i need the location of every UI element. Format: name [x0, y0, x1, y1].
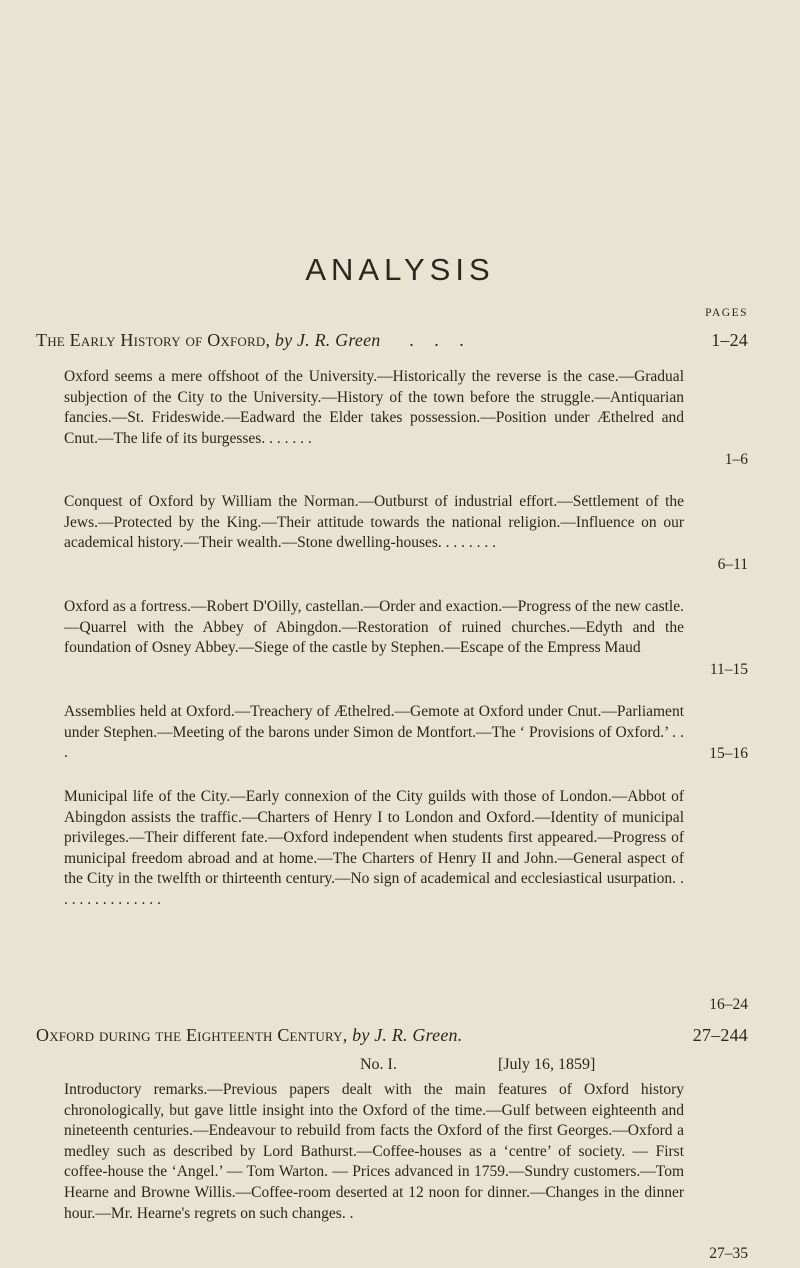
- paragraph-page-range: 6–11: [717, 556, 748, 573]
- analysis-paragraph: Assemblies held at Oxford.—Treachery of Æthelred.—Gemote at Oxford under Cnut.—Parliament under Stephen.—Meeting of the barons under Simon de Montfort.—The ‘ Provisions of Oxford.’ . . .: [64, 703, 684, 762]
- analysis-paragraph: Introductory remarks.—Previous papers dealt with the main features of Oxford history chronologically, but gave little insight into the Oxford of the time.—Gulf between eighteenth and nineteenth centuries.—Endeavour to rebuild from facts the Oxford of the first Georges.—Oxford a medley such as described by Lord Bathurst.—Coffee-houses as a ‘centre’ of society. — First coffee-house the ‘Angel.’ — Tom Warton. — Prices advanced in 1759.—Sundry customers.—Tom Hearne and Browne Willis.—Coffee-room deserted at 12 noon for dinner.—Changes in the dinner hour.—Mr. Hearne's regrets on such changes. .: [64, 1081, 684, 1222]
- issue-date: [July 16, 1859]: [498, 1056, 596, 1073]
- analysis-paragraph: Municipal life of the City.—Early connexion of the City guilds with those of London.—Abbot of Abingdon assists the traffic.—Charters of Henry I to London and Oxford.—Identity of municipal privileges.—Their different fate.—Oxford independent when students first appeared.—Progress of municipal freedom abroad and at home.—The Charters of Henry II and John.—General aspect of the City in the twelfth or thirteenth century.—No sign of academical and ecclesiastical usurpation. . . . . . . . . . . . . . .: [64, 788, 684, 908]
- paragraph-page-range: 16–24: [709, 996, 748, 1013]
- issue-number: No. I.: [360, 1056, 397, 1073]
- entry-title-early-history: [36, 330, 748, 351]
- analysis-paragraph: Oxford seems a mere offshoot of the University.—Historically the reverse is the case.—Gradual subjection of the City to the University.—History of the town before the struggle.—Antiquarian fancies.—St. Frideswide.—Eadward the Elder takes possession.—Position under Æthelred and Cnut.—The life of its burgesses. . . . . . .: [64, 368, 684, 447]
- entry-title-text: The Early History of Oxford,: [36, 330, 271, 350]
- analysis-paragraph: Oxford as a fortress.—Robert D'Oilly, castellan.—Order and exaction.—Progress of the new castle.—Quarrel with the Abbey of Abingdon.—Restoration of ruined churches.—Edyth and the foundation of Osney Abbey.—Siege of the castle by Stephen.—Escape of the Empress Maud: [64, 598, 684, 657]
- paragraph-page-range: 11–15: [709, 661, 748, 678]
- entry-page-range: 27–244: [692, 1025, 748, 1045]
- entry-author: by J. R. Green.: [352, 1025, 463, 1045]
- analysis-paragraph: Conquest of Oxford by William the Norman.—Outburst of industrial effort.—Settlement of the Jews.—Protected by the King.—Their attitude towards the national religion.—Influence on our academical history.—Their wealth.—Stone dwelling-houses. . . . . . . .: [64, 493, 684, 552]
- paragraph-page-range: 15–16: [709, 745, 748, 762]
- entry-title-text: Oxford during the Eighteenth Century,: [36, 1025, 348, 1045]
- page-heading: ANALYSIS: [305, 252, 495, 287]
- leader-dots: . . .: [409, 330, 472, 350]
- entry-title-eighteenth-century: [36, 1025, 748, 1046]
- pages-column-label: PAGES: [705, 307, 748, 319]
- paragraph-page-range: 27–35: [709, 1245, 748, 1262]
- entry-author: by J. R. Green: [274, 330, 381, 350]
- paragraph-page-range: 1–6: [724, 451, 748, 468]
- entry-page-range: 1–24: [711, 330, 748, 350]
